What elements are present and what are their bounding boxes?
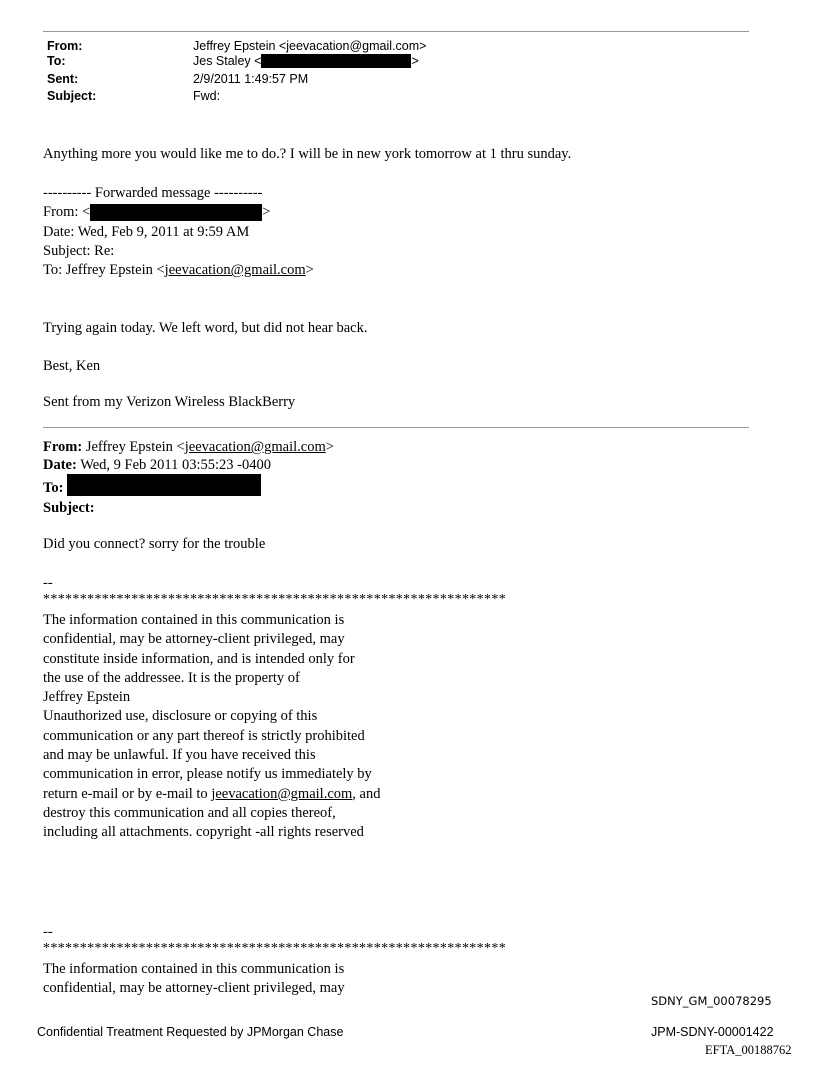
forwarded-date: Date: Wed, Feb 9, 2011 at 9:59 AM bbox=[43, 223, 250, 240]
original-from bbox=[43, 438, 334, 457]
disclaimer-line: communication in error, please notify us immediately by bbox=[43, 766, 372, 783]
original-subject-label: Subject: bbox=[43, 500, 95, 517]
original-header bbox=[43, 438, 334, 519]
disclaimer-email-prefix: return e-mail or by e-mail to bbox=[43, 785, 212, 802]
forwarded-signoff: Best, Ken bbox=[43, 358, 101, 374]
redaction-block bbox=[90, 204, 262, 221]
original-from-email-link[interactable]: jeevacation@gmail.com bbox=[184, 439, 326, 455]
original-body: Did you connect? sorry for the trouble bbox=[43, 536, 266, 552]
original-from-label: From: bbox=[43, 439, 83, 455]
disclaimer-email-suffix: , and bbox=[352, 785, 381, 802]
disclaimer-email-link[interactable]: jeevacation@gmail.com bbox=[211, 785, 353, 802]
original-to-label: To: bbox=[43, 480, 64, 497]
forwarded-to-prefix: To: Jeffrey Epstein < bbox=[43, 262, 165, 279]
disclaimer2-stars: *************************************************************** bbox=[43, 941, 507, 956]
confidential-footer: Confidential Treatment Requested by JPMorgan Chase bbox=[37, 1025, 344, 1039]
forwarded-marker: ---------- Forwarded message ---------- bbox=[43, 185, 263, 201]
disclaimer-dashes: -- bbox=[43, 575, 53, 591]
original-to bbox=[43, 474, 334, 499]
bates-number-efta: EFTA_00188762 bbox=[705, 1043, 792, 1057]
header-to-name: Jes Staley < bbox=[193, 54, 262, 68]
header-subject-value: Fwd: bbox=[193, 89, 221, 103]
original-date bbox=[43, 457, 334, 474]
forwarded-from-suffix: > bbox=[262, 204, 271, 221]
header-to-value bbox=[193, 55, 419, 68]
forwarded-to bbox=[43, 261, 314, 280]
header-sent-value: 2/9/2011 1:49:57 PM bbox=[193, 72, 309, 86]
disclaimer2-line: The information contained in this communication is bbox=[43, 961, 345, 977]
original-date-label: Date: bbox=[43, 457, 77, 474]
original-from-suffix: > bbox=[325, 439, 334, 455]
disclaimer2-dashes: -- bbox=[43, 924, 53, 940]
disclaimer-line: including all attachments. copyright -all rights reserved bbox=[43, 824, 364, 841]
disclaimer2-text bbox=[43, 960, 345, 999]
forwarded-body-line-1: Trying again today. We left word, but did not hear back. bbox=[43, 320, 368, 336]
header-from-label: From: bbox=[47, 39, 83, 53]
disclaimer-line: Unauthorized use, disclosure or copying of this bbox=[43, 708, 318, 725]
disclaimer-line: The information contained in this communication is bbox=[43, 612, 345, 628]
bates-number-jpm: JPM-SDNY-00001422 bbox=[651, 1025, 774, 1039]
bates-number-sdny-gm: SDNY_GM_00078295 bbox=[651, 994, 772, 1008]
top-divider bbox=[43, 31, 749, 32]
disclaimer-text bbox=[43, 611, 380, 843]
disclaimer2-line: confidential, may be attorney-client privileged, may bbox=[43, 980, 345, 997]
original-from-name: Jeffrey Epstein < bbox=[82, 439, 185, 455]
header-from-value: Jeffrey Epstein <jeevacation@gmail.com> bbox=[193, 39, 427, 53]
forwarded-from bbox=[43, 203, 314, 222]
forwarded-subject: Subject: Re: bbox=[43, 242, 115, 259]
original-subject bbox=[43, 499, 334, 518]
disclaimer-line: constitute inside information, and is intended only for bbox=[43, 650, 355, 667]
redaction-block bbox=[67, 474, 261, 496]
disclaimer-line: Jeffrey Epstein bbox=[43, 689, 131, 706]
forwarded-from-prefix: From: < bbox=[43, 204, 91, 221]
disclaimer-line: communication or any part thereof is strictly prohibited bbox=[43, 727, 365, 744]
forwarded-block bbox=[43, 184, 314, 280]
disclaimer-line: destroy this communication and all copies thereof, bbox=[43, 804, 336, 821]
disclaimer-line: confidential, may be attorney-client privileged, may bbox=[43, 631, 345, 648]
header-sent-label: Sent: bbox=[47, 72, 79, 86]
original-date-value: Wed, 9 Feb 2011 03:55:23 -0400 bbox=[76, 457, 271, 474]
disclaimer-email-line bbox=[43, 785, 380, 804]
forwarded-signature: Sent from my Verizon Wireless BlackBerry bbox=[43, 394, 296, 410]
intro-text: Anything more you would like me to do.? I will be in new york tomorrow at 1 thru sunday. bbox=[43, 146, 572, 162]
mid-divider bbox=[43, 427, 749, 428]
forwarded-to-suffix: > bbox=[305, 262, 314, 279]
header-to-suffix: > bbox=[411, 54, 419, 68]
header-to-label: To: bbox=[47, 54, 66, 68]
disclaimer-line: the use of the addressee. It is the property of bbox=[43, 669, 300, 686]
disclaimer-line: and may be unlawful. If you have received this bbox=[43, 747, 316, 764]
header-subject-label: Subject: bbox=[47, 89, 97, 103]
redaction-block bbox=[261, 54, 411, 68]
forwarded-to-email-link[interactable]: jeevacation@gmail.com bbox=[164, 262, 306, 279]
disclaimer-stars: *************************************************************** bbox=[43, 592, 507, 607]
